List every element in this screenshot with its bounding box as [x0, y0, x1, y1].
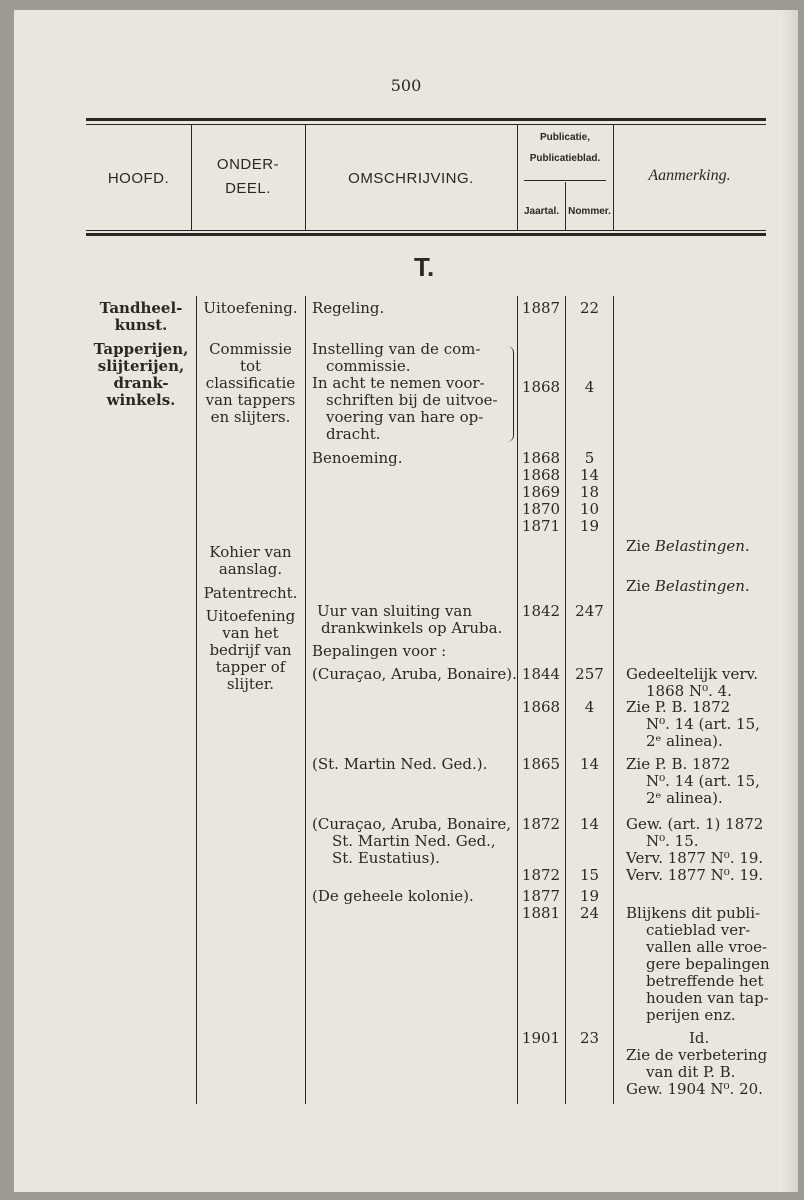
- jaartal-value: 1887: [521, 299, 561, 317]
- page-edge-shadow: [782, 10, 798, 1192]
- aanmerking-line: catieblad ver-: [646, 921, 751, 939]
- aanmerking-line: van dit P. B.: [646, 1063, 736, 1081]
- omschrijving-line: (Curaçao, Aruba, Bonaire,: [312, 815, 512, 833]
- aanmerking-line: Zie Belastingen.: [626, 577, 750, 595]
- nommer-value: 10: [579, 500, 600, 518]
- onderdeel-line: Kohier van: [209, 543, 292, 561]
- onderdeel-line: classificatie: [205, 374, 296, 392]
- onderdeel-line: Patentrecht.: [203, 584, 298, 602]
- jaartal-value: 1844: [521, 665, 561, 683]
- jaartal-value: 1872: [521, 866, 561, 884]
- omschrijving-line: Benoeming.: [312, 449, 403, 467]
- nommer-value: 4: [584, 378, 595, 396]
- jaartal-value: 1870: [521, 500, 561, 518]
- nommer-value: 22: [579, 299, 600, 317]
- nommer-value: 4: [584, 698, 595, 716]
- omschrijving-line: St. Eustatius).: [332, 849, 440, 867]
- aanmerking-line: Verv. 1877 N⁰. 19.: [626, 866, 764, 884]
- jaartal-value: 1872: [521, 815, 561, 833]
- onderdeel-line: Commissie: [209, 340, 292, 358]
- header-top-rule: [86, 118, 766, 121]
- aanmerking-line: 2ᵉ alinea).: [646, 789, 723, 807]
- aanmerking-line: Zie P. B. 1872: [626, 755, 731, 773]
- jaartal-value: 1869: [521, 483, 561, 501]
- aanmerking-line: 2ᵉ alinea).: [646, 732, 723, 750]
- hoofd-line: drank-: [113, 374, 169, 392]
- omschrijving-line: schriften bij de uitvoe-: [326, 391, 498, 409]
- omschrijving-line: (De geheele kolonie).: [312, 887, 474, 905]
- aanmerking-line: Gedeeltelijk verv.: [626, 665, 759, 683]
- aanmerking-line: vallen alle vroe-: [646, 938, 768, 956]
- aanmerking-line: Zie P. B. 1872: [626, 698, 731, 716]
- nommer-value: 18: [579, 483, 600, 501]
- column-divider: [613, 296, 614, 1104]
- aanmerking-line: Verv. 1877 N⁰. 19.: [626, 849, 764, 867]
- header-onderdeel-1: ONDER-: [216, 156, 280, 173]
- aanmerking-line: gere bepalingen: [646, 955, 770, 973]
- aanmerking-line: betreffende het: [646, 972, 764, 990]
- jaartal-value: 1868: [521, 378, 561, 396]
- omschrijving-line: (St. Martin Ned. Ged.).: [312, 755, 488, 773]
- header-onderdeel-2: DEEL.: [225, 180, 271, 197]
- jaartal-value: 1877: [521, 887, 561, 905]
- hoofd-line: Tandheel-: [99, 299, 183, 317]
- aanmerking-line: perijen enz.: [646, 1006, 736, 1024]
- omschrijving-line: commissie.: [326, 357, 411, 375]
- omschrijving-line: Uur van sluiting van: [317, 602, 472, 620]
- omschrijving-line: Regeling.: [312, 299, 385, 317]
- page-number: 500: [390, 76, 422, 95]
- nommer-value: 19: [579, 887, 600, 905]
- aanmerking-line: Gew. 1904 N⁰. 20.: [626, 1080, 763, 1098]
- header-bottom-rule: [86, 233, 766, 236]
- grouping-brace: [507, 346, 514, 442]
- aanmerking-line: N⁰. 14 (art. 15,: [646, 772, 760, 790]
- omschrijving-line: Bepalingen voor :: [312, 642, 447, 660]
- nommer-value: 5: [584, 449, 595, 467]
- aanmerking-line: Zie Belastingen.: [626, 537, 750, 555]
- onderdeel-line: van het: [222, 624, 279, 642]
- onderdeel-line: en slijters.: [210, 408, 291, 426]
- hoofd-line: winkels.: [106, 391, 176, 409]
- nommer-value: 14: [579, 815, 600, 833]
- header-bottom-thin-rule: [86, 230, 766, 231]
- header-publicatieblad: Publicatieblad.: [529, 153, 601, 164]
- header-publicatie: Publicatie,: [539, 132, 590, 143]
- header-divider: [191, 125, 192, 230]
- column-divider: [305, 296, 306, 1104]
- jaartal-value: 1901: [521, 1029, 561, 1047]
- omschrijving-line: St. Martin Ned. Ged.,: [332, 832, 496, 850]
- nommer-value: 14: [579, 466, 600, 484]
- header-aanmerking: Aanmerking.: [648, 167, 731, 184]
- aanmerking-line: houden van tap-: [646, 989, 769, 1007]
- omschrijving-line: In acht te nemen voor-: [312, 374, 485, 392]
- onderdeel-line: tot: [239, 357, 262, 375]
- jaartal-value: 1868: [521, 698, 561, 716]
- section-letter: T.: [414, 252, 435, 282]
- jaartal-value: 1868: [521, 466, 561, 484]
- jaartal-value: 1868: [521, 449, 561, 467]
- onderdeel-line: tapper of: [215, 658, 286, 676]
- book-page: [14, 10, 798, 1192]
- omschrijving-line: drankwinkels op Aruba.: [321, 619, 503, 637]
- header-nommer: Nommer.: [568, 206, 611, 217]
- aanmerking-line: Zie de verbetering: [626, 1046, 768, 1064]
- aanmerking-line: N⁰. 15.: [646, 832, 699, 850]
- jaartal-value: 1842: [521, 602, 561, 620]
- onderdeel-line: Uitoefening.: [203, 299, 298, 317]
- omschrijving-line: (Curaçao, Aruba, Bonaire).: [312, 665, 517, 683]
- header-omschrijving: OMSCHRIJVING.: [348, 170, 474, 187]
- onderdeel-line: aanslag.: [218, 560, 283, 578]
- publicatie-subrule: [524, 180, 606, 181]
- onderdeel-line: Uitoefening: [205, 607, 296, 625]
- onderdeel-line: slijter.: [226, 675, 275, 693]
- nommer-value: 14: [579, 755, 600, 773]
- aanmerking-line: 1868 N⁰. 4.: [646, 682, 732, 700]
- nommer-value: 23: [579, 1029, 600, 1047]
- nommer-value: 15: [579, 866, 600, 884]
- aanmerking-line: N⁰. 14 (art. 15,: [646, 715, 760, 733]
- jaartal-value: 1881: [521, 904, 561, 922]
- omschrijving-line: Instelling van de com-: [312, 340, 481, 358]
- hoofd-line: slijterijen,: [97, 357, 185, 375]
- nommer-value: 24: [579, 904, 600, 922]
- onderdeel-line: van tappers: [205, 391, 296, 409]
- jaartal-value: 1871: [521, 517, 561, 535]
- onderdeel-line: bedrijf van: [209, 641, 292, 659]
- nommer-value: 257: [575, 665, 604, 683]
- omschrijving-line: dracht.: [326, 425, 381, 443]
- aanmerking-line: Gew. (art. 1) 1872: [626, 815, 764, 833]
- omschrijving-line: voering van hare op-: [326, 408, 484, 426]
- header-hoofd: HOOFD.: [107, 170, 170, 187]
- aanmerking-line: Blijkens dit publi-: [626, 904, 761, 922]
- jaartal-value: 1865: [521, 755, 561, 773]
- hoofd-line: kunst.: [114, 316, 168, 334]
- nommer-value: 19: [579, 517, 600, 535]
- aanmerking-line: Id.: [689, 1029, 710, 1047]
- header-top-thin-rule: [86, 124, 766, 125]
- hoofd-line: Tapperijen,: [93, 340, 189, 358]
- header-jaartal: Jaartal.: [523, 206, 560, 217]
- nommer-value: 247: [575, 602, 604, 620]
